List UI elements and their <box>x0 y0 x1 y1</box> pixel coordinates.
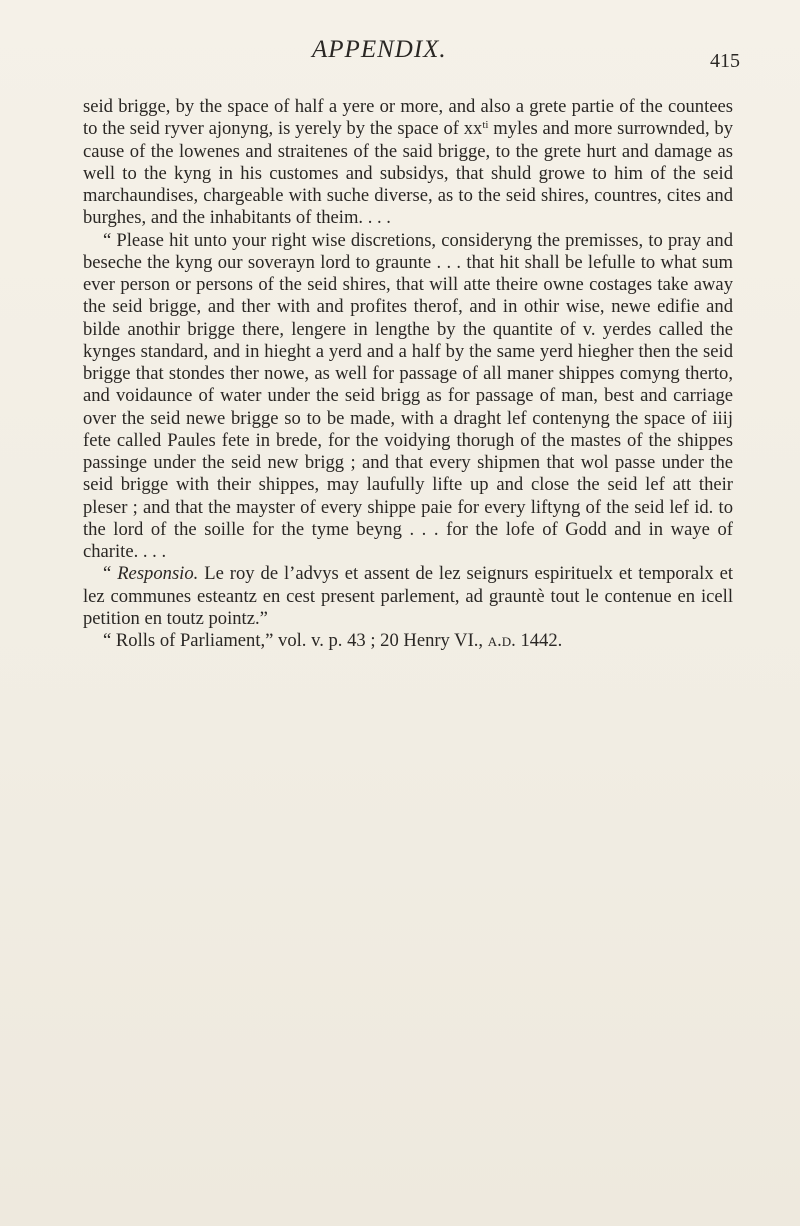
citation-text: “ Rolls of Parliament,” vol. v. p. 43 ; 20 Henry VI., <box>103 630 488 651</box>
responsio-label: Responsio. <box>117 563 199 585</box>
citation <box>83 630 733 652</box>
page-number: 415 <box>710 50 740 72</box>
running-head <box>0 36 800 76</box>
paragraph-3 <box>83 563 733 630</box>
citation-era: a.d. <box>487 630 516 651</box>
paragraph-3-text: Le roy de l’advys et assent de lez seignurs espirituelx et temporalx et lez communes esteantz en cest present parlement, ad grauntè tout le contenue en icell petition en toutz pointz.” <box>83 563 734 629</box>
paragraph-1-text-cont: myles and more surrownded, by cause of the lowenes and straitenes of the said brigge, to the grete hurt and damage as well to the kyng in his customes and subsidys, that shuld growe to him of the seid marchaundises, chargeable with suche diverse, as to the seid shires, countres, cites and burghes, and the inhabitants of theim. . . . <box>83 118 733 229</box>
paragraph-1 <box>83 96 733 230</box>
citation-year: 1442. <box>515 630 563 651</box>
paragraph-3-quote: “ <box>103 563 118 585</box>
body-text <box>83 96 733 652</box>
superscript-ti: ti <box>482 119 489 132</box>
page-header-title: APPENDIX. <box>312 36 447 63</box>
paragraph-2: “ Please hit unto your right wise discretions, consideryng the premisses, to pray and beseche the kyng our soverayn lord to graunte . . . that hit shall be lefulle to what sum ever person or persons of the seid shires, that will atte theire owne costages take away the seid brigge, and ther with and profites therof, and in othir wise, newe edifie and bilde anothir brigge there, lengere in lengthe by the quantite of v. yerdes called the kynges standard, and in hieght a yerd and a half by the same yerd hiegher then the seid brigge that stondes ther nowe, as well for passage of all maner shippes comyng therto, and voidaunce of water under the seid brigg as for passage of man, best and carriage over the seid newe brigge so to be made, with a draght lef contenyng the space of iiij fete called Paules fete in brede, for the voidying thorugh of the mastes of the shippes passinge under the seid new brigg ; and that every shipmen that wol passe under the seid brigge with their shippes, may laufully lifte up and close the seid lef att their pleser ; and that the mayster of every shippe paie for every liftyng of the seid lef id. to the lord of the soille for the tyme beyng . . . for the lofe of Godd and in waye of charite. . . . <box>83 229 733 562</box>
paragraph-1-text: seid brigge, by the space of half a yere or more, and also a grete partie of the countees to the seid ryver ajonyng, is yerely by the space of xx <box>83 96 733 140</box>
